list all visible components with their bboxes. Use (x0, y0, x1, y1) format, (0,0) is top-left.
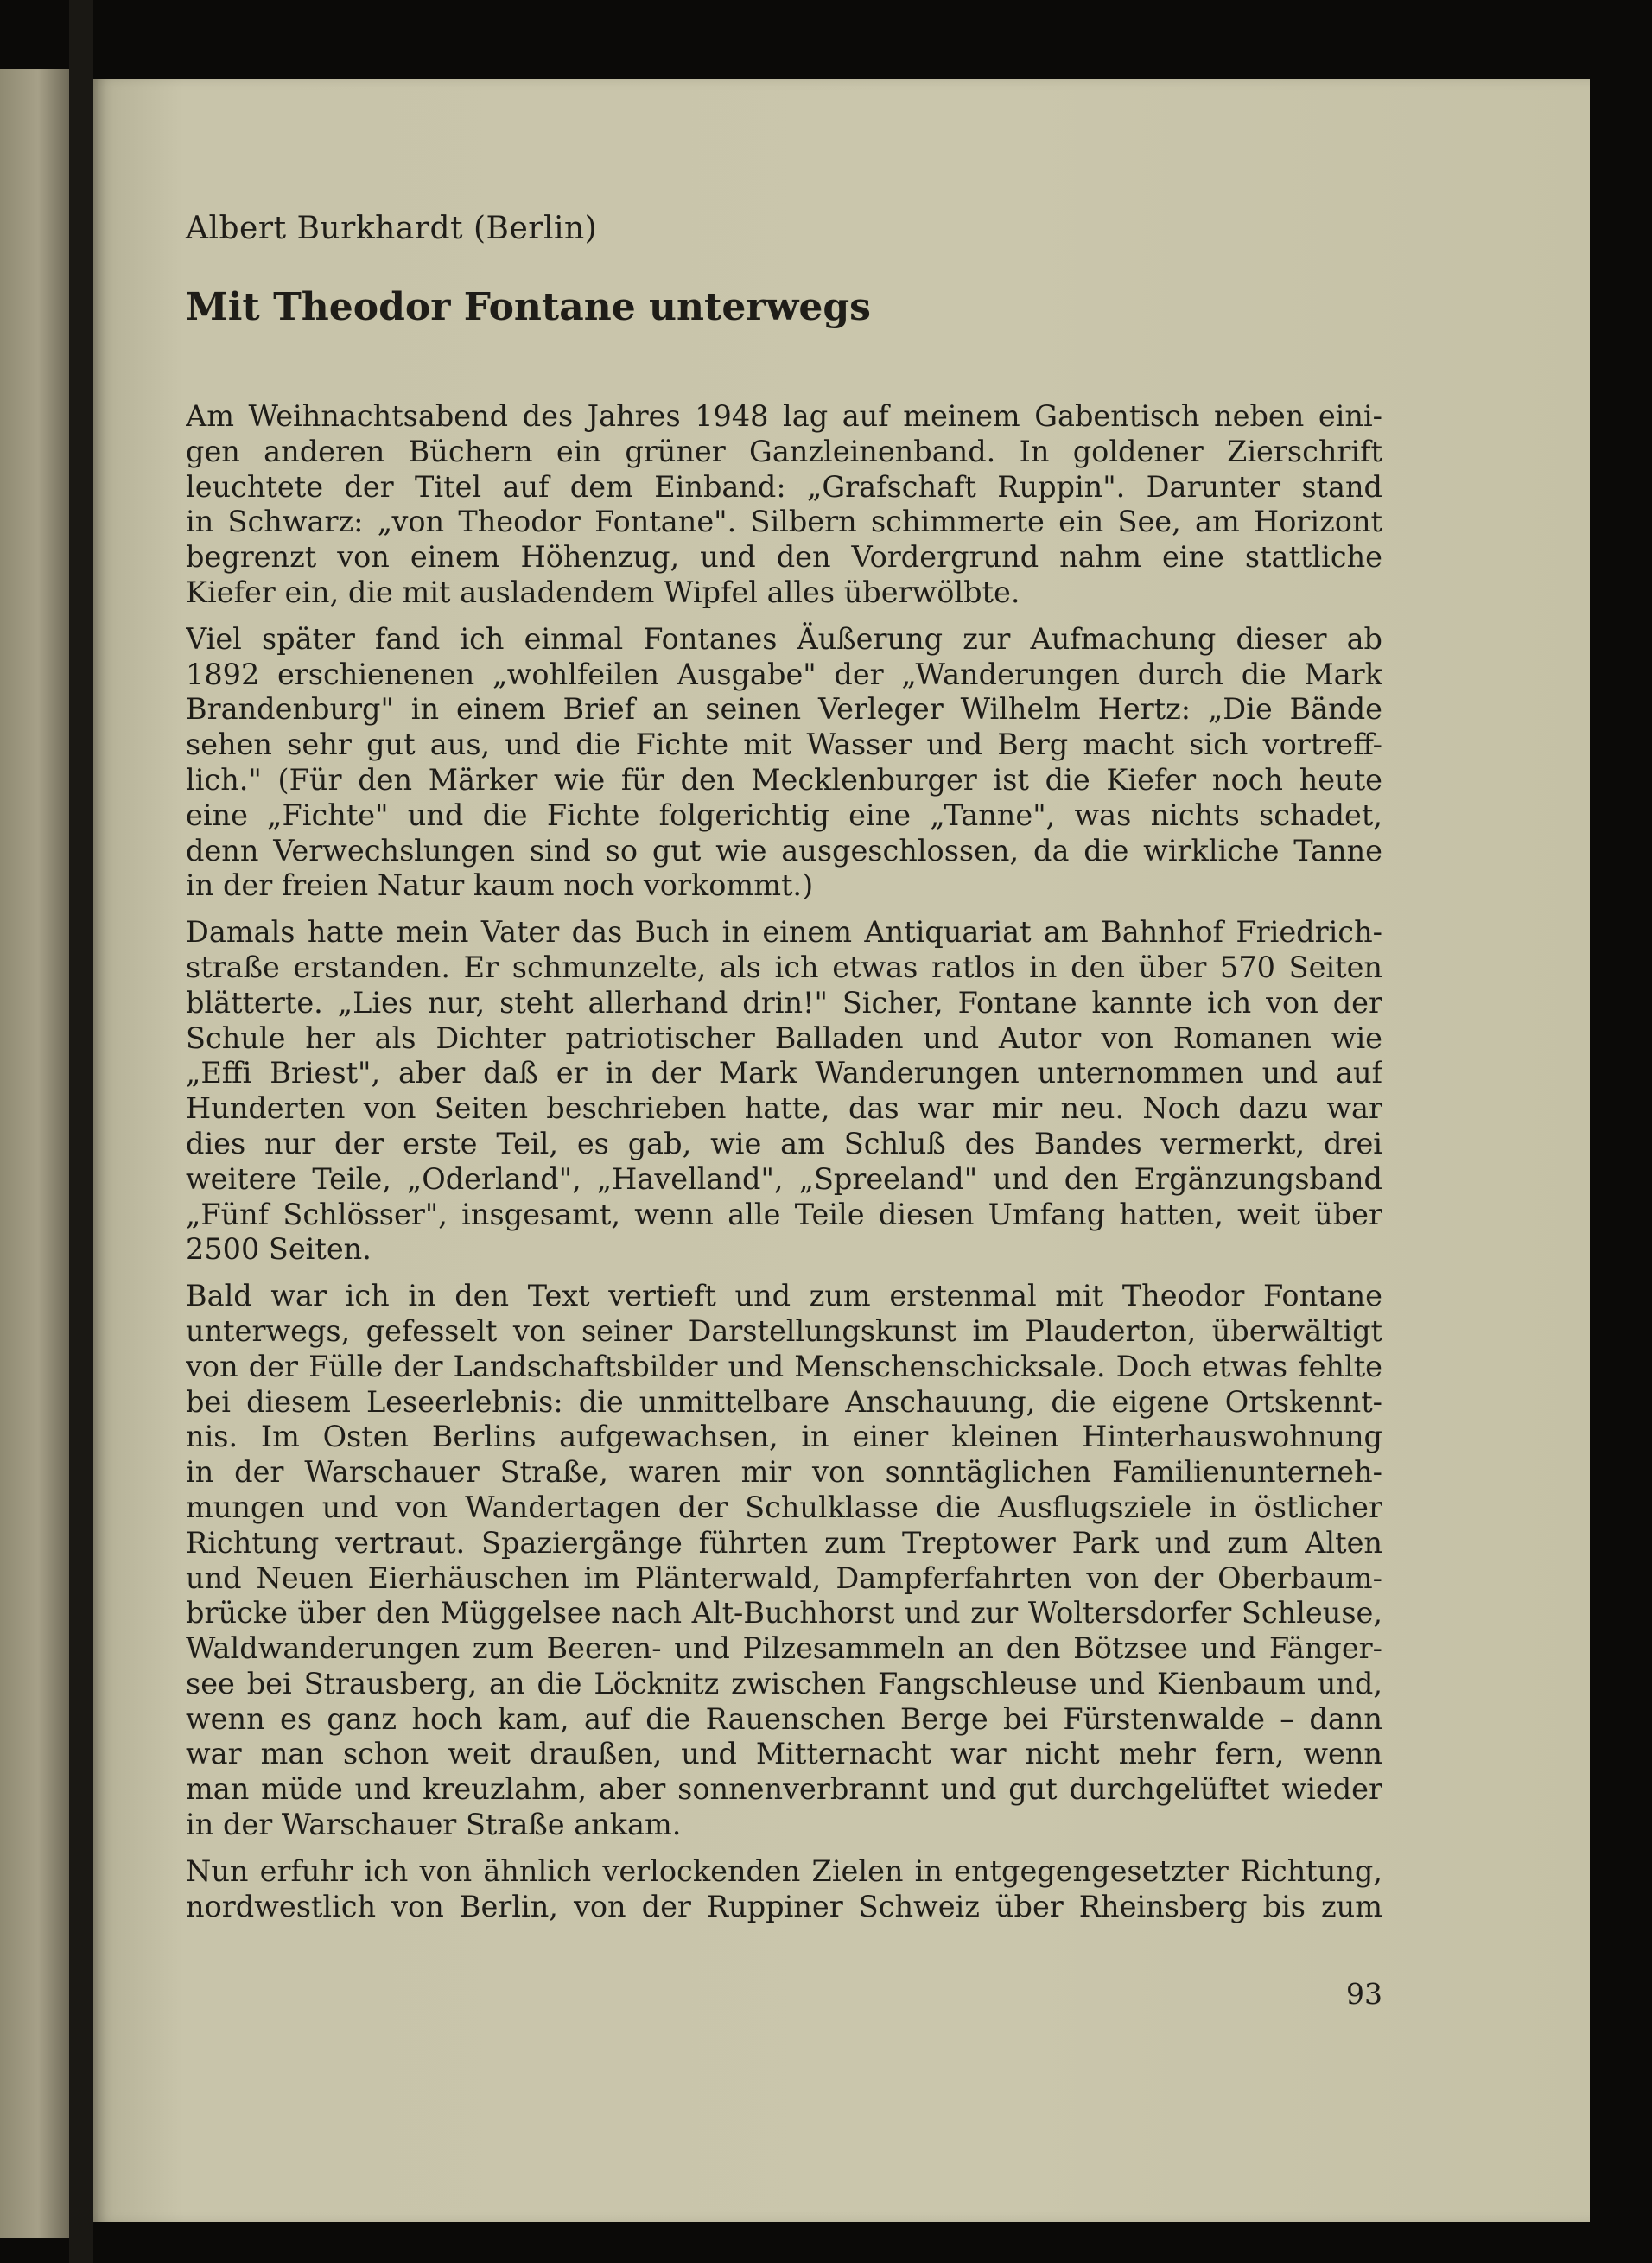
text-line: dies nur der erste Teil, es gab, wie am Schluß des Bandes vermerkt, drei (186, 1126, 1382, 1160)
text-line: blätterte. „Lies nur, steht allerhand drin!" Sicher, Fontane kannte ich von der (186, 985, 1382, 1020)
text-line: Kiefer ein, die mit ausladendem Wipfel alles überwölbte. (186, 575, 1020, 609)
text-line: see bei Strausberg, an die Löcknitz zwischen Fangschleuse und Kienbaum und, (186, 1666, 1382, 1700)
text-line: man müde und kreuzlahm, aber sonnenverbrannt und gut durchgelüftet wieder (186, 1772, 1382, 1807)
text-line: Viel später fand ich einmal Fontanes Äußerung zur Aufmachung dieser ab (186, 621, 1382, 656)
paragraph-2 (186, 622, 1382, 904)
text-line: Bald war ich in den Text vertieft und zum erstenmal mit Theodor Fontane (186, 1279, 1382, 1313)
article-title: Mit Theodor Fontane unterwegs (186, 285, 871, 329)
book-page (93, 79, 1590, 2222)
paragraph-3 (186, 915, 1382, 1268)
text-line: Waldwanderungen zum Beeren- und Pilzesammeln an den Bötzsee und Fänger- (186, 1631, 1382, 1666)
text-line: von der Fülle der Landschaftsbilder und Menschenschicksale. Doch etwas fehlte (186, 1349, 1382, 1383)
text-line: Schule her als Dichter patriotischer Balladen und Autor von Romanen wie (186, 1020, 1382, 1055)
text-line: 1892 erschienenen „wohlfeilen Ausgabe" der „Wanderungen durch die Mark (186, 657, 1382, 691)
text-line: bei diesem Leseerlebnis: die unmittelbare Anschauung, die eigene Ortskennt- (186, 1384, 1382, 1419)
text-line: Hunderten von Seiten beschrieben hatte, das war mir neu. Noch dazu war (186, 1091, 1382, 1126)
text-line: eine „Fichte" und die Fichte folgerichtig eine „Tanne", was nichts schadet, (186, 798, 1382, 832)
text-line: Nun erfuhr ich von ähnlich verlockenden Zielen in entgegengesetzter Richtung, (186, 1853, 1382, 1888)
left-page-edge (0, 69, 69, 2238)
text-line: Richtung vertraut. Spaziergänge führten zum Treptower Park und zum Alten (186, 1525, 1382, 1560)
text-line: „Fünf Schlösser", insgesamt, wenn alle Teile diesen Umfang hatten, weit über (186, 1197, 1382, 1231)
paragraph-4 (186, 1279, 1382, 1843)
text-line: mungen und von Wandertagen der Schulklasse die Ausflugsziele in östlicher (186, 1490, 1382, 1524)
text-line: in Schwarz: „von Theodor Fontane". Silbern schimmerte ein See, am Horizont (186, 505, 1382, 539)
text-line: straße erstanden. Er schmunzelte, als ich etwas ratlos in den über 570 Seiten (186, 950, 1382, 984)
text-line: in der Warschauer Straße, waren mir von sonntäglichen Familienunterneh- (186, 1455, 1382, 1490)
author-line: Albert Burkhardt (Berlin) (186, 211, 598, 246)
page-number: 93 (1346, 1977, 1382, 2011)
text-line: nis. Im Osten Berlins aufgewachsen, in einer kleinen Hinterhauswohnung (186, 1420, 1382, 1454)
article-body (186, 399, 1382, 1936)
text-line: wenn es ganz hoch kam, auf die Rauenschen Berge bei Fürstenwalde – dann (186, 1701, 1382, 1736)
text-line: Damals hatte mein Vater das Buch in einem Antiquariat am Bahnhof Friedrich- (186, 915, 1382, 950)
text-line: denn Verwechslungen sind so gut wie ausgeschlossen, da die wirkliche Tanne (186, 833, 1382, 868)
text-line: in der Warschauer Straße ankam. (186, 1808, 682, 1842)
paragraph-1 (186, 399, 1382, 611)
text-line: leuchtete der Titel auf dem Einband: „Grafschaft Ruppin". Darunter stand (186, 469, 1382, 504)
text-line: in der freien Natur kaum noch vorkommt.) (186, 868, 814, 903)
paragraph-5 (186, 1854, 1382, 1925)
text-line: lich." (Für den Märker wie für den Mecklenburger ist die Kiefer noch heute (186, 762, 1382, 797)
text-line: nordwestlich von Berlin, von der Ruppiner Schweiz über Rheinsberg bis zum (186, 1889, 1382, 1923)
text-line: gen anderen Büchern ein grüner Ganzleinenband. In goldener Zierschrift (186, 434, 1382, 468)
text-line: sehen sehr gut aus, und die Fichte mit Wasser und Berg macht sich vortreff- (186, 728, 1382, 762)
text-line: war man schon weit draußen, und Mitternacht war nicht mehr fern, wenn (186, 1737, 1382, 1771)
text-line: 2500 Seiten. (186, 1232, 372, 1267)
text-line: unterwegs, gefesselt von seiner Darstellungskunst im Plauderton, überwältigt (186, 1313, 1382, 1348)
text-line: Brandenburg" in einem Brief an seinen Verleger Wilhelm Hertz: „Die Bände (186, 692, 1382, 727)
text-line: brücke über den Müggelsee nach Alt-Buchhorst und zur Woltersdorfer Schleuse, (186, 1596, 1382, 1631)
text-line: und Neuen Eierhäuschen im Plänterwald, Dampferfahrten von der Oberbaum- (186, 1561, 1382, 1595)
text-line: begrenzt von einem Höhenzug, und den Vordergrund nahm eine stattliche (186, 540, 1382, 575)
book-gutter (69, 0, 93, 2263)
text-line: „Effi Briest", aber daß er in der Mark Wanderungen unternommen und auf (186, 1056, 1382, 1090)
text-line: Am Weihnachtsabend des Jahres 1948 lag auf meinem Gabentisch neben eini- (186, 399, 1382, 433)
text-line: weitere Teile, „Oderland", „Havelland", „Spreeland" und den Ergänzungsband (186, 1161, 1382, 1196)
